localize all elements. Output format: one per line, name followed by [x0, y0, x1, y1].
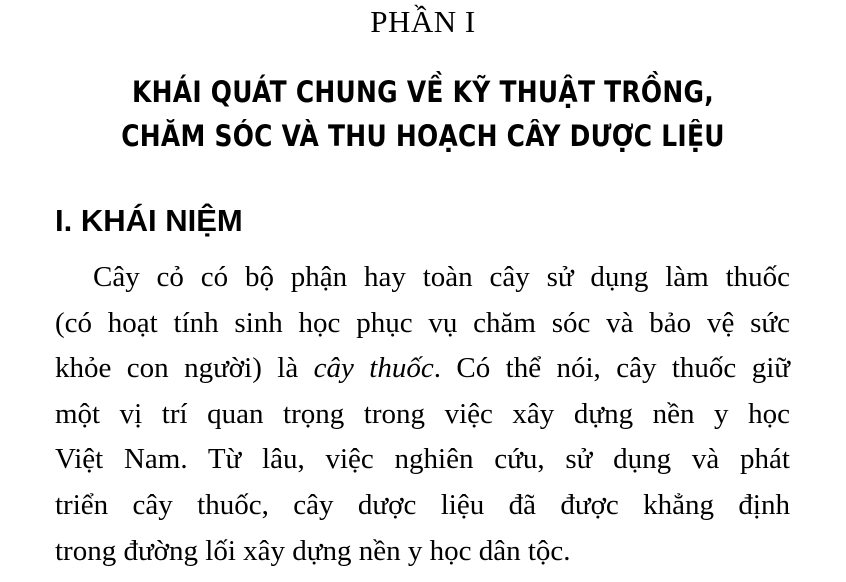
- paragraph-line-6: triển cây thuốc, cây dược liệu đã được khẳng định: [55, 488, 790, 521]
- paragraph-line-3-start: khỏe con người) là: [55, 352, 314, 385]
- chapter-title-line-2: CHĂM SÓC VÀ THU HOẠCH CÂY DƯỢC LIỆU: [121, 119, 725, 153]
- paragraph-line-5: Việt Nam. Từ lâu, việc nghiên cứu, sử dụng và phát: [55, 443, 790, 476]
- chapter-title: [0, 70, 846, 158]
- paragraph-line-7: trong đường lối xây dựng nền y học dân tộc.: [55, 534, 571, 567]
- section-heading: I. KHÁI NIỆM: [55, 203, 243, 238]
- paragraph-line-3-end: . Có thể nói, cây thuốc giữ: [433, 352, 790, 385]
- paragraph-line-3: [55, 346, 790, 392]
- part-title: PHẦN I: [370, 4, 476, 39]
- paragraph-line-2: (có hoạt tính sinh học phục vụ chăm sóc và bảo vệ sức: [55, 306, 790, 339]
- paragraph-line-1: Cây cỏ có bộ phận hay toàn cây sử dụng làm thuốc: [93, 261, 790, 293]
- emphasized-term: cây thuốc: [313, 352, 434, 385]
- paragraph-line-4: một vị trí quan trọng trong việc xây dựng nền y học: [55, 397, 790, 430]
- chapter-title-line-1: KHÁI QUÁT CHUNG VỀ KỸ THUẬT TRỒNG,: [132, 75, 714, 109]
- body-paragraph: [55, 255, 790, 574]
